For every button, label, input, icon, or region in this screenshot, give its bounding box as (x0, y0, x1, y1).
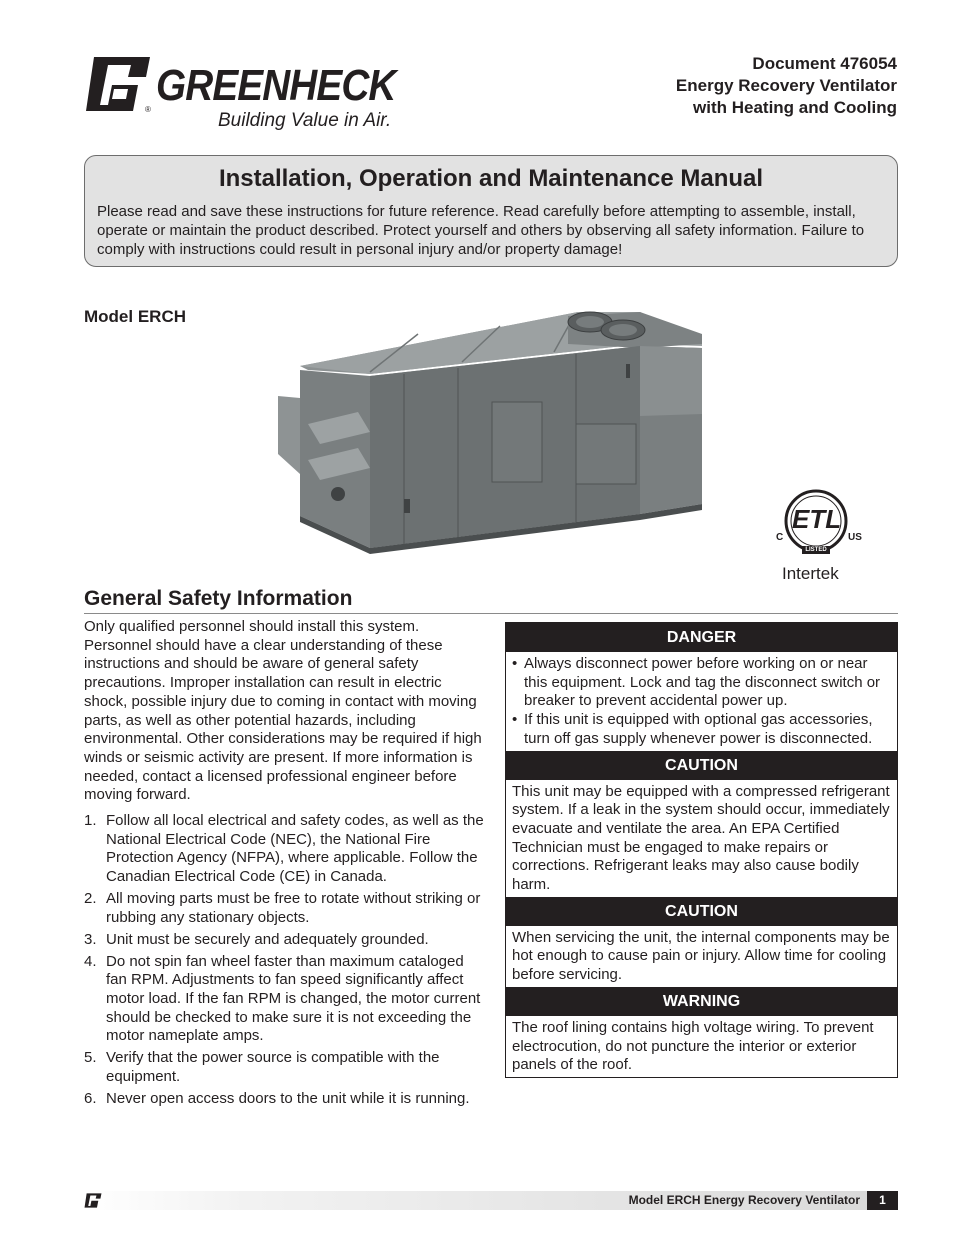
item-number: 5. (84, 1049, 97, 1067)
safety-list (84, 812, 484, 1108)
warning-boxes (505, 622, 898, 1078)
etl-listed-text: LISTED (805, 547, 827, 553)
greenheck-logo (84, 55, 404, 135)
page-footer (84, 1191, 898, 1210)
page-number: 1 (867, 1191, 898, 1210)
section-divider (84, 613, 898, 614)
warning-body: The roof lining contains high voltage wiring. To prevent electrocution, do not puncture the interior or exterior panels of the roof. (512, 1018, 874, 1074)
erch-unit-image (278, 304, 706, 556)
brand-name: GREENHECK (156, 61, 396, 110)
list-item (84, 931, 484, 950)
document-title-line2: with Heating and Cooling (693, 98, 897, 117)
item-number: 2. (84, 890, 97, 908)
etl-mark-text: ETL (792, 504, 842, 534)
item-number: 6. (84, 1089, 97, 1107)
item-number: 4. (84, 952, 97, 970)
registered-mark: ® (145, 105, 151, 114)
list-item (84, 890, 484, 927)
manual-title-box (84, 155, 898, 267)
item-text: Never open access doors to the unit while it is running. (106, 1089, 470, 1107)
document-header (676, 53, 897, 119)
greenheck-small-logo-icon (84, 1192, 102, 1209)
manual-intro-text: Please read and save these instructions for future reference. Read carefully before attempting to assemble, install, operate or maintain the product described. Protect yourself and others by observing all safety information. Failure to comply with instructions could result in personal injury and/or property damage! (97, 203, 865, 258)
item-text: All moving parts must be free to rotate without striking or rubbing any stationary objects. (106, 890, 481, 926)
list-item (84, 812, 484, 887)
item-text: Do not spin fan wheel faster than maximum cataloged fan RPM. Adjustments to fan speed significantly affect motor load. If the fan RPM is changed, the motor current should be checked to make sure it is not exceeding the motor nameplate amps. (106, 952, 481, 1045)
section-heading: General Safety Information (84, 587, 353, 610)
list-item (84, 953, 484, 1047)
danger-bullet-text: Always disconnect power before working on or near this equipment. Lock and tag the disconnect switch or breaker to prevent accidental power up. (524, 655, 881, 710)
footer-text: Model ERCH Energy Recovery Ventilator (628, 1193, 860, 1207)
warning-header: WARNING (506, 987, 897, 1016)
etl-c-letter: C (776, 532, 784, 543)
danger-bullet-text: If this unit is equipped with optional gas accessories, turn off gas supply whenever power is disconnected. (524, 711, 873, 747)
safety-text-column (84, 618, 484, 1112)
safety-intro: Only qualified personnel should install this system. Personnel should have a clear understanding of these instructions and should be aware of general safety precautions. Improper installation can result in electric shock, possible injury due to coming in contact with moving parts, as well as other potential hazards, including environmental. Other considerations may be required if high winds or seismic activity are present. If more information is needed, contact a licensed professional engineer before moving forward. (84, 618, 482, 804)
etl-listed-mark (772, 486, 868, 586)
intertek-label: Intertek (782, 564, 839, 583)
danger-bullet: • Always disconnect power before working on or near this equipment. Lock and tag the disconnect switch or breaker to prevent accidental power up. (512, 655, 881, 710)
item-text: Verify that the power source is compatible with the equipment. (106, 1049, 440, 1085)
danger-body (506, 652, 897, 751)
etl-us-letters: US (848, 532, 862, 543)
document-number: Document 476054 (752, 54, 897, 73)
item-text: Unit must be securely and adequately grounded. (106, 930, 429, 948)
item-text: Follow all local electrical and safety codes, as well as the National Electrical Code (NEC), the National Fire Protection Agency (NFPA), where applicable. Follow the Canadian Electrical Code (CE) in Canada. (106, 812, 484, 886)
item-number: 1. (84, 812, 97, 830)
caution-header-refrigerant: CAUTION (506, 751, 897, 780)
caution-body-hot: When servicing the unit, the internal components may be hot enough to cause pain or injury. Allow time for cooling before servicing. (512, 928, 890, 984)
greenheck-logo-mark-icon (84, 55, 152, 113)
danger-bullets (512, 655, 891, 749)
danger-header: DANGER (506, 623, 897, 652)
manual-title: Installation, Operation and Maintenance Manual (218, 165, 764, 192)
caution-body-refrigerant: This unit may be equipped with a compressed refrigerant system. If a leak in the system should occur, immediately evacuate and ventilate the area. An EPA Certified Technician must be engaged to make repairs or corrections. Refrigerant leaks may also cause bodily harm. (512, 782, 890, 894)
danger-bullet: • If this unit is equipped with optional gas accessories, turn off gas supply whenever power is disconnected. (512, 711, 873, 747)
brand-tagline: Building Value in Air. (218, 110, 392, 131)
model-label: Model ERCH (84, 307, 186, 326)
list-item (84, 1090, 484, 1109)
item-number: 3. (84, 930, 97, 948)
document-title-line1: Energy Recovery Ventilator (675, 76, 897, 95)
caution-header-hot: CAUTION (506, 897, 897, 926)
list-item (84, 1049, 484, 1086)
